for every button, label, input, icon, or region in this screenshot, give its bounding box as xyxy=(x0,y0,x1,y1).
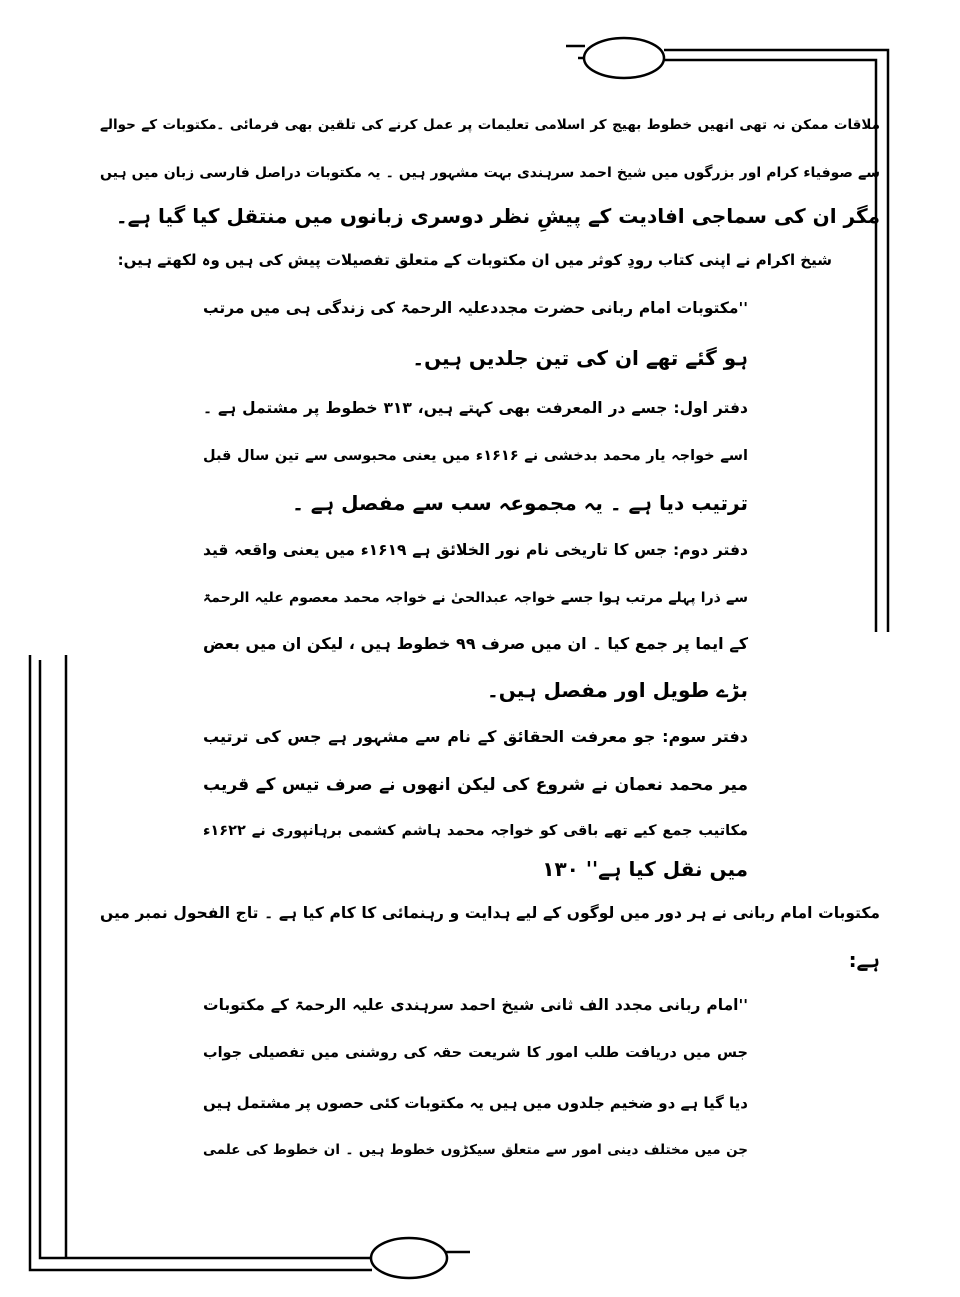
bottom-oval-ornament xyxy=(371,1238,447,1278)
quote1-line-10: دفتر سوم: جو معرفت الحقائق کے نام سے مشہور ہے جس کی ترتیب xyxy=(203,727,748,746)
quote2-line-3: دیا گیا ہے دو ضخیم جلدوں میں ہیں یہ مکتوبات کئی حصوں پر مشتمل ہیں xyxy=(203,1094,748,1112)
intro-line-3: مگر ان کی سماجی افادیت کے پیشِ نظر دوسری زبانوں میں منتقل کیا گیا ہے۔ xyxy=(115,204,880,228)
quote1-line-4: اسے خواجہ یار محمد بدخشی نے ۱۶۱۶ء میں یعنی محبوسی سے تین سال قبل xyxy=(203,448,748,464)
quote2-line-1: ''امام ربانی مجدد الف ثانی شیخ احمد سرہندی علیہ الرحمۃ کے مکتوبات xyxy=(203,996,748,1014)
top-oval-ornament xyxy=(584,38,664,78)
quote1-line-12: مکاتیب جمع کیے تھے باقی کو خواجہ محمد ہاشم کشمی برہانپوری نے ۱۶۲۲ء xyxy=(203,823,748,839)
quote1-line-9: بڑے طویل اور مفصل ہیں۔ xyxy=(487,678,748,702)
quote2-line-2: جس میں دریافت طلب امور کا شریعت حقہ کی روشنی میں تفصیلی جواب xyxy=(203,1045,748,1061)
intro-line-2: سے صوفیاء کرام اور بزرگوں میں شیخ احمد سرہندی بہت مشہور ہیں ۔ یہ مکتوبات دراصل فارسی زبان میں ہیں xyxy=(100,165,880,181)
intro-line-1: ملاقات ممکن نہ تھی انھیں خطوط بھیج کر اسلامی تعلیمات پر عمل کرنے کی تلقین بھی فرمائی ۔مکتوبات کے حوالے xyxy=(100,117,880,133)
intro-sub-line: شیخ اکرام نے اپنی کتاب رودِ کوثر میں ان مکتوبات کے متعلق تفصیلات پیش کی ہیں وہ لکھتے ہیں: xyxy=(117,251,832,269)
quote1-line-5: ترتیب دیا ہے ۔ یہ مجموعہ سب سے مفصل ہے ۔ xyxy=(292,491,748,515)
mid-line: مکتوبات امام ربانی نے ہر دور میں لوگوں کے لیے ہدایت و رہنمائی کا کام کیا ہے ۔ تاج الفحول نمبر میں xyxy=(100,904,880,922)
quote1-line-2: ہو گئے تھے ان کی تین جلدیں ہیں۔ xyxy=(412,346,748,370)
quote1-line-6: دفتر دوم: جس کا تاریخی نام نور الخلائق ہے ۱۶۱۹ء میں یعنی واقعہ قید xyxy=(203,541,748,559)
mid-line-end: ہے: xyxy=(848,948,880,972)
quote1-line-7: سے ذرا پہلے مرتب ہوا جسے خواجہ عبدالحیٰ نے خواجہ محمد معصوم علیہ الرحمۃ xyxy=(203,590,748,606)
quote1-line-11: میر محمد نعمان نے شروع کی لیکن انھوں نے صرف تیس کے قریب xyxy=(203,775,748,795)
quote1-line-8: کے ایما پر جمع کیا ۔ ان میں صرف ۹۹ خطوط ہیں ، لیکن ان میں بعض xyxy=(203,634,748,653)
quote1-line-3: دفتر اول: جسے در المعرفت بھی کہتے ہیں، ۳۱۳ خطوط پر مشتمل ہے ۔ xyxy=(203,399,748,417)
quote2-line-4: جن میں مختلف دینی امور سے متعلق سیکڑوں خطوط ہیں ۔ ان خطوط کی علمی xyxy=(203,1142,748,1158)
quote1-line-1: ''مکتوبات امام ربانی حضرت مجددعلیہ الرحمۃ کی زندگی ہی میں مرتب xyxy=(203,299,748,317)
quote1-line-13: میں نقل کیا ہے'' ۱۳۰ xyxy=(542,857,748,881)
